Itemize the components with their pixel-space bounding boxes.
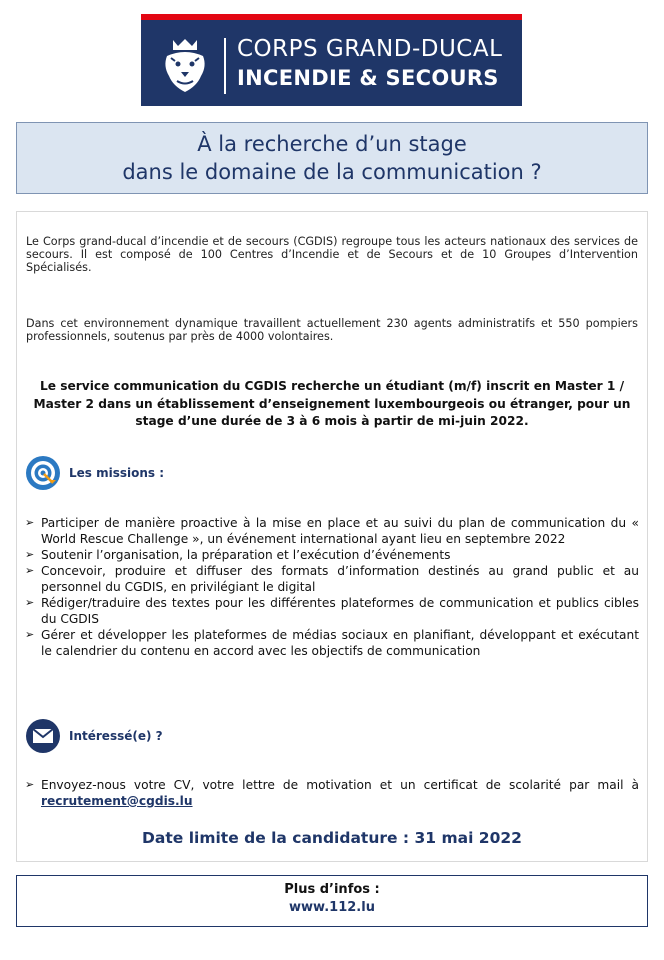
- info-label: Plus d’infos :: [284, 882, 380, 897]
- arrow-bullet-icon: ➢: [25, 516, 35, 529]
- intro-paragraph-2: Dans cet environnement dynamique travaillent actuellement 230 agents administratifs et 550 pompiers professionnels, soutenus par près de 4000 volontaires.: [26, 317, 638, 343]
- arrow-bullet-icon: ➢: [25, 778, 35, 791]
- title-box: [16, 122, 648, 194]
- list-item: [25, 777, 639, 809]
- missions-heading: [25, 455, 164, 491]
- logo-line-1: CORPS GRAND-DUCAL: [237, 36, 503, 62]
- info-box: [16, 875, 648, 927]
- title-line-2: dans le domaine de la communication ?: [122, 160, 542, 184]
- envelope-icon: [25, 718, 61, 754]
- arrow-bullet-icon: ➢: [25, 564, 35, 577]
- mission-text: Participer de manière proactive à la mise en place et au suivi du plan de communication du « World Rescue Challenge », un événement international ayant lieu en septembre 2022: [41, 516, 639, 546]
- interest-heading: [25, 718, 163, 754]
- highlight-paragraph: Le service communication du CGDIS recherche un étudiant (m/f) inscrit en Master 1 / Master 2 dans un établissement d’enseignement luxembourgeois ou étranger, pour un stage d’une durée de 3 à 6 mois à partir de mi-juin 2022.: [33, 379, 631, 428]
- arrow-bullet-icon: ➢: [25, 548, 35, 561]
- interest-heading-label: Intéressé(e) ?: [69, 729, 163, 743]
- list-item: [25, 627, 639, 659]
- mission-text: Soutenir l’organisation, la préparation et l’exécution d’événements: [41, 548, 451, 562]
- content-panel: [16, 211, 648, 862]
- lion-shield-icon: [159, 36, 211, 96]
- contact-list: [25, 777, 639, 809]
- email-link[interactable]: recrutement@cgdis.lu: [41, 794, 193, 808]
- intro-paragraph-1: Le Corps grand-ducal d’incendie et de secours (CGDIS) regroupe tous les acteurs nationaux des services de secours. Il est composé de 100 Centres d’Incendie et de Secours et de 10 Groupes d’Intervention Spécialisés.: [26, 235, 638, 274]
- list-item: [25, 515, 639, 547]
- mission-text: Rédiger/traduire des textes pour les différentes plateformes de communication et publics cibles du CGDIS: [41, 596, 639, 626]
- logo-line-2: INCENDIE & SECOURS: [237, 66, 499, 90]
- mission-text: Concevoir, produire et diffuser des formats d’information destinés au grand public et au personnel du CGDIS, en privilégiant le digital: [41, 564, 639, 594]
- missions-list: [25, 515, 639, 659]
- logo-divider: [224, 38, 226, 94]
- website-link[interactable]: www.112.lu: [289, 900, 375, 915]
- missions-heading-label: Les missions :: [69, 466, 165, 480]
- mission-text: Gérer et développer les plateformes de médias sociaux en planifiant, développant et exécutant le calendrier du contenu en accord avec les objectifs de communication: [41, 628, 639, 658]
- logo-red-stripe: [141, 14, 522, 20]
- deadline-text: Date limite de la candidature : 31 mai 2022: [142, 829, 522, 847]
- list-item: [25, 547, 639, 563]
- list-item: [25, 563, 639, 595]
- arrow-bullet-icon: ➢: [25, 628, 35, 641]
- cgdis-logo: [141, 14, 522, 106]
- target-icon: [25, 455, 61, 491]
- list-item: [25, 595, 639, 627]
- contact-text: Envoyez-nous votre CV, votre lettre de motivation et un certificat de scolarité par mail à: [41, 778, 639, 792]
- arrow-bullet-icon: ➢: [25, 596, 35, 609]
- title-line-1: À la recherche d’un stage: [197, 132, 467, 156]
